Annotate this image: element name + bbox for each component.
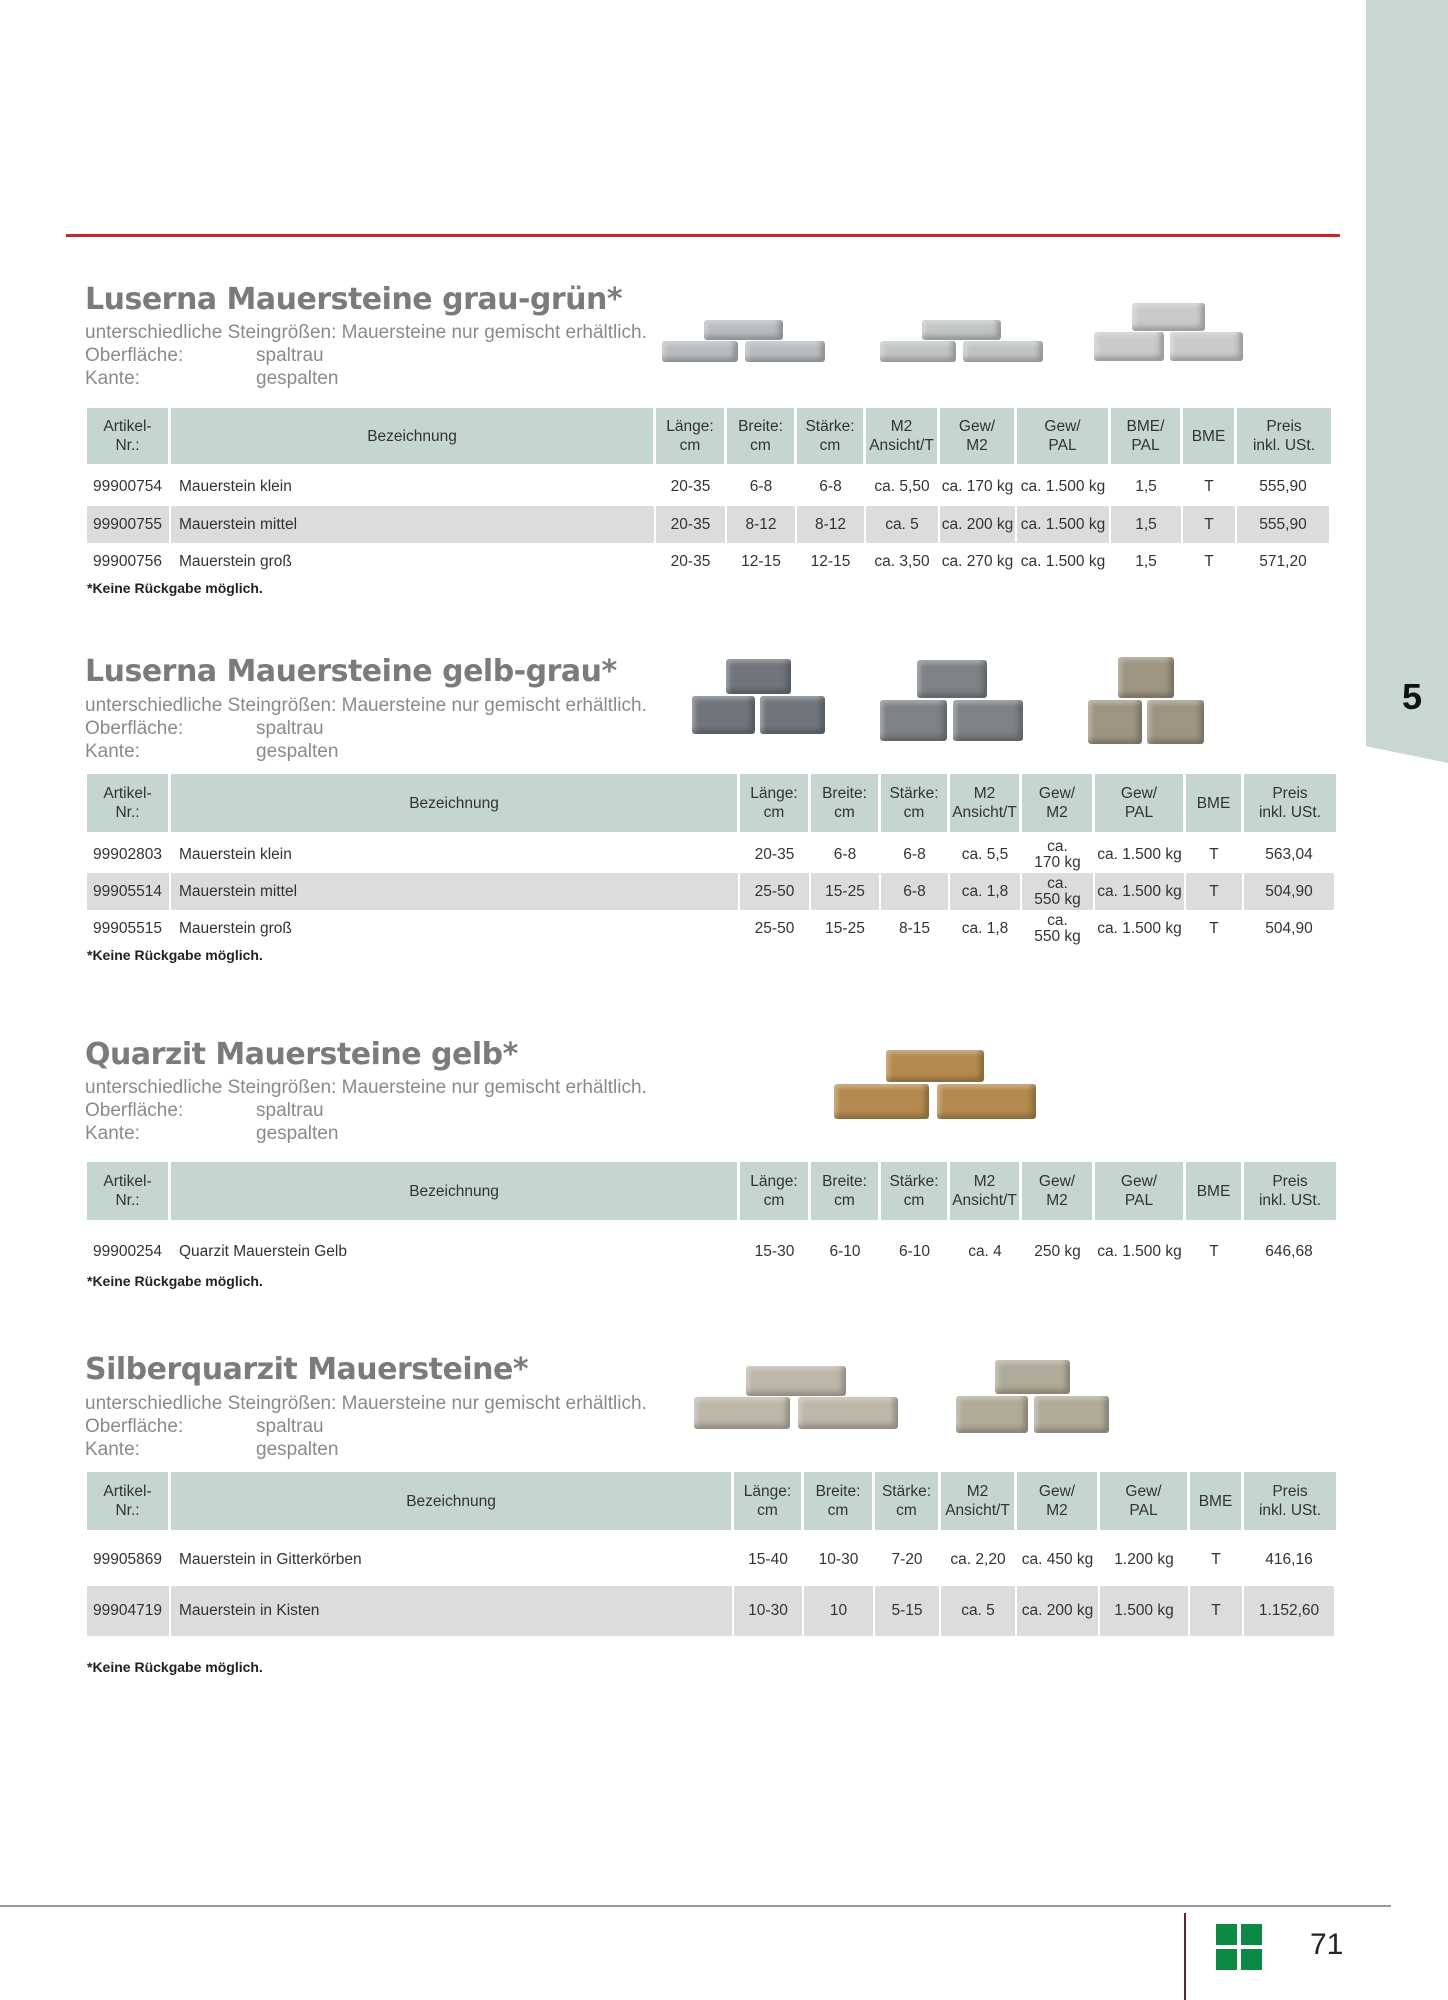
table-cell: ca. 200 kg [1017, 1586, 1100, 1636]
column-header: M2 Ansicht/T [941, 1472, 1017, 1530]
table-cell: 8-12 [797, 506, 866, 543]
table-cell: ca. 200 kg [940, 506, 1017, 543]
table-cell: 10-30 [804, 1534, 875, 1586]
table-cell: ca. 450 kg [1017, 1534, 1100, 1586]
table-row [87, 506, 1331, 543]
surface-label: Oberfläche: [85, 345, 184, 366]
stone-product-image [692, 655, 828, 737]
page-number: 71 [1310, 1928, 1344, 1961]
section-title: Luserna Mauersteine grau-grün* [85, 282, 623, 317]
column-header: Gew/ M2 [940, 408, 1017, 464]
table-cell: 25-50 [740, 910, 811, 947]
table-row [87, 836, 1336, 873]
table-cell: Mauerstein in Gitterkörben [171, 1534, 734, 1586]
table-cell: T [1183, 506, 1237, 543]
surface-value: spaltrau [256, 1416, 324, 1437]
edge-label: Kante: [85, 1439, 140, 1460]
stone-product-image [1088, 652, 1206, 748]
column-header: Länge: cm [656, 408, 727, 464]
column-header: Breite: cm [811, 1162, 881, 1220]
table-cell: 99900754 [87, 468, 171, 506]
table-cell: 555,90 [1237, 468, 1331, 506]
table-cell: ca. 170 kg [940, 468, 1017, 506]
table-cell: 1.200 kg [1100, 1534, 1190, 1586]
table-cell: ca. 1.500 kg [1017, 543, 1111, 580]
table-cell: ca. 1.500 kg [1017, 468, 1111, 506]
section-title: Silberquarzit Mauersteine* [85, 1352, 529, 1387]
footnote: *Keine Rückgabe möglich. [87, 1659, 263, 1675]
edge-value: gespalten [256, 1439, 339, 1460]
column-header: Breite: cm [727, 408, 797, 464]
column-header: BME [1186, 1162, 1244, 1220]
table-row [87, 910, 1336, 947]
table-cell: 7-20 [875, 1534, 941, 1586]
table-cell: Mauerstein klein [171, 468, 656, 506]
footer-vertical-divider [1184, 1913, 1186, 2000]
table-cell: Mauerstein mittel [171, 873, 740, 910]
table-cell: ca. 4 [950, 1224, 1022, 1280]
column-header: Stärke: cm [881, 1162, 950, 1220]
column-header: Breite: cm [804, 1472, 875, 1530]
column-header: Artikel- Nr.: [87, 774, 171, 832]
table-cell: ca. 1.500 kg [1095, 910, 1186, 947]
column-header: M2 Ansicht/T [950, 774, 1022, 832]
column-header: Gew/ PAL [1095, 774, 1186, 832]
table-cell: 646,68 [1244, 1224, 1336, 1280]
table-cell: 571,20 [1237, 543, 1331, 580]
table-cell: 20-35 [656, 543, 727, 580]
table-cell: 15-30 [740, 1224, 811, 1280]
column-header: M2 Ansicht/T [866, 408, 940, 464]
table-cell: ca. 1.500 kg [1095, 873, 1186, 910]
table-header-row [87, 1472, 1336, 1530]
table-cell: 6-8 [811, 836, 881, 873]
table-cell: ca. 270 kg [940, 543, 1017, 580]
stone-product-image [834, 1046, 1040, 1122]
table-cell: 6-10 [881, 1224, 950, 1280]
footnote: *Keine Rückgabe möglich. [87, 947, 263, 963]
stone-product-image [956, 1356, 1112, 1436]
column-header: Gew/ PAL [1100, 1472, 1190, 1530]
footnote: *Keine Rückgabe möglich. [87, 580, 263, 596]
edge-label: Kante: [85, 368, 140, 389]
chapter-number: 5 [1401, 676, 1423, 717]
table-cell: 8-12 [727, 506, 797, 543]
edge-value: gespalten [256, 1123, 339, 1144]
stone-product-image [694, 1362, 902, 1432]
table-cell: T [1190, 1586, 1244, 1636]
table-cell: Mauerstein klein [171, 836, 740, 873]
table-cell: ca. 1.500 kg [1017, 506, 1111, 543]
table-cell: 20-35 [740, 836, 811, 873]
stone-product-image [1094, 300, 1246, 364]
section-title: Luserna Mauersteine gelb-grau* [85, 654, 617, 689]
edge-value: gespalten [256, 741, 339, 762]
product-table [87, 408, 1331, 580]
column-header: Artikel- Nr.: [87, 1472, 171, 1530]
column-header: Bezeichnung [171, 774, 740, 832]
table-cell: 250 kg [1022, 1224, 1095, 1280]
column-header: Länge: cm [740, 774, 811, 832]
column-header: Stärke: cm [797, 408, 866, 464]
column-header: Gew/ M2 [1022, 774, 1095, 832]
table-cell: T [1183, 468, 1237, 506]
column-header: Stärke: cm [875, 1472, 941, 1530]
table-cell: 8-15 [881, 910, 950, 947]
table-row [87, 543, 1331, 580]
column-header: Artikel- Nr.: [87, 1162, 171, 1220]
column-header: Stärke: cm [881, 774, 950, 832]
table-cell: 15-25 [811, 873, 881, 910]
table-cell: Mauerstein mittel [171, 506, 656, 543]
column-header: Bezeichnung [171, 1472, 734, 1530]
table-cell: T [1186, 910, 1244, 947]
section-subtitle: unterschiedliche Steingrößen: Mauersteine nur gemischt erhältlich. [85, 1393, 647, 1414]
table-cell: T [1186, 873, 1244, 910]
section-subtitle: unterschiedliche Steingrößen: Mauersteine nur gemischt erhältlich. [85, 1077, 647, 1098]
table-cell: T [1186, 836, 1244, 873]
table-cell: 99900755 [87, 506, 171, 543]
table-cell: 563,04 [1244, 836, 1336, 873]
surface-label: Oberfläche: [85, 718, 184, 739]
table-cell: 10 [804, 1586, 875, 1636]
section-subtitle: unterschiedliche Steingrößen: Mauersteine nur gemischt erhältlich. [85, 322, 647, 343]
table-cell: 99900756 [87, 543, 171, 580]
column-header: Preis inkl. USt. [1244, 1472, 1336, 1530]
table-cell: ca. 5 [866, 506, 940, 543]
table-cell: 10-30 [734, 1586, 804, 1636]
column-header: Gew/ M2 [1017, 1472, 1100, 1530]
table-cell: 504,90 [1244, 873, 1336, 910]
column-header: Preis inkl. USt. [1244, 1162, 1336, 1220]
table-cell: 25-50 [740, 873, 811, 910]
table-cell: 6-8 [727, 468, 797, 506]
table-cell: 15-40 [734, 1534, 804, 1586]
edge-value: gespalten [256, 368, 339, 389]
column-header: BME/ PAL [1111, 408, 1183, 464]
table-row [87, 1224, 1336, 1280]
table-cell: ca. 5,5 [950, 836, 1022, 873]
table-row [87, 1586, 1336, 1636]
surface-value: spaltrau [256, 1100, 324, 1121]
table-cell: 6-8 [881, 836, 950, 873]
column-header: Artikel- Nr.: [87, 408, 171, 464]
table-cell: 12-15 [797, 543, 866, 580]
surface-value: spaltrau [256, 345, 324, 366]
surface-label: Oberfläche: [85, 1416, 184, 1437]
table-cell: 99905514 [87, 873, 171, 910]
surface-value: spaltrau [256, 718, 324, 739]
table-cell: 6-8 [881, 873, 950, 910]
table-cell: 1,5 [1111, 468, 1183, 506]
table-cell: ca. 5,50 [866, 468, 940, 506]
stone-product-image [880, 318, 1046, 364]
column-header: Gew/ M2 [1022, 1162, 1095, 1220]
table-cell: 20-35 [656, 468, 727, 506]
table-row [87, 873, 1336, 910]
stone-product-image [662, 318, 828, 364]
table-cell: Mauerstein in Kisten [171, 1586, 734, 1636]
table-cell: ca. 550 kg [1022, 910, 1095, 947]
table-cell: 416,16 [1244, 1534, 1336, 1586]
column-header: Länge: cm [740, 1162, 811, 1220]
table-cell: ca. 2,20 [941, 1534, 1017, 1586]
table-cell: T [1190, 1534, 1244, 1586]
section-title: Quarzit Mauersteine gelb* [85, 1037, 518, 1072]
column-header: Gew/ PAL [1017, 408, 1111, 464]
table-cell: T [1183, 543, 1237, 580]
table-header-row [87, 1162, 1336, 1220]
table-cell: 15-25 [811, 910, 881, 947]
column-header: Breite: cm [811, 774, 881, 832]
product-table [87, 1472, 1336, 1636]
table-cell: 99905869 [87, 1534, 171, 1586]
table-cell: 6-8 [797, 468, 866, 506]
table-cell: 1,5 [1111, 543, 1183, 580]
column-header: BME [1183, 408, 1237, 464]
column-header: Bezeichnung [171, 1162, 740, 1220]
table-cell: ca. 3,50 [866, 543, 940, 580]
section-subtitle: unterschiedliche Steingrößen: Mauersteine nur gemischt erhältlich. [85, 695, 647, 716]
footer-divider [0, 1905, 1391, 1907]
table-cell: ca. 1,8 [950, 873, 1022, 910]
logo-icon [1216, 1924, 1262, 1970]
table-cell: 6-10 [811, 1224, 881, 1280]
table-cell: ca. 1,8 [950, 910, 1022, 947]
table-cell: ca. 550 kg [1022, 873, 1095, 910]
table-cell: 20-35 [656, 506, 727, 543]
table-cell: 99905515 [87, 910, 171, 947]
table-cell: 1,5 [1111, 506, 1183, 543]
table-cell: Quarzit Mauerstein Gelb [171, 1224, 740, 1280]
table-cell: 99900254 [87, 1224, 171, 1280]
footnote: *Keine Rückgabe möglich. [87, 1273, 263, 1289]
table-cell: 5-15 [875, 1586, 941, 1636]
chapter-tab [1366, 0, 1448, 763]
column-header: M2 Ansicht/T [950, 1162, 1022, 1220]
column-header: Bezeichnung [171, 408, 656, 464]
table-header-row [87, 408, 1331, 464]
header-divider [66, 234, 1340, 237]
column-header: Länge: cm [734, 1472, 804, 1530]
table-cell: 1.152,60 [1244, 1586, 1336, 1636]
table-cell: 99902803 [87, 836, 171, 873]
surface-label: Oberfläche: [85, 1100, 184, 1121]
product-table [87, 1162, 1336, 1280]
table-row [87, 468, 1331, 506]
table-header-row [87, 774, 1336, 832]
table-cell: 504,90 [1244, 910, 1336, 947]
column-header: Preis inkl. USt. [1244, 774, 1336, 832]
table-cell: ca. 1.500 kg [1095, 1224, 1186, 1280]
table-cell: Mauerstein groß [171, 910, 740, 947]
product-table [87, 774, 1336, 947]
table-cell: 555,90 [1237, 506, 1331, 543]
table-cell: 99904719 [87, 1586, 171, 1636]
table-cell: ca. 1.500 kg [1095, 836, 1186, 873]
edge-label: Kante: [85, 741, 140, 762]
table-cell: 1.500 kg [1100, 1586, 1190, 1636]
table-cell: Mauerstein groß [171, 543, 656, 580]
column-header: BME [1190, 1472, 1244, 1530]
table-row [87, 1534, 1336, 1586]
table-cell: T [1186, 1224, 1244, 1280]
table-cell: ca. 5 [941, 1586, 1017, 1636]
table-cell: 12-15 [727, 543, 797, 580]
edge-label: Kante: [85, 1123, 140, 1144]
table-cell: ca. 170 kg [1022, 836, 1095, 873]
column-header: Gew/ PAL [1095, 1162, 1186, 1220]
stone-product-image [880, 655, 1026, 745]
column-header: BME [1186, 774, 1244, 832]
column-header: Preis inkl. USt. [1237, 408, 1331, 464]
